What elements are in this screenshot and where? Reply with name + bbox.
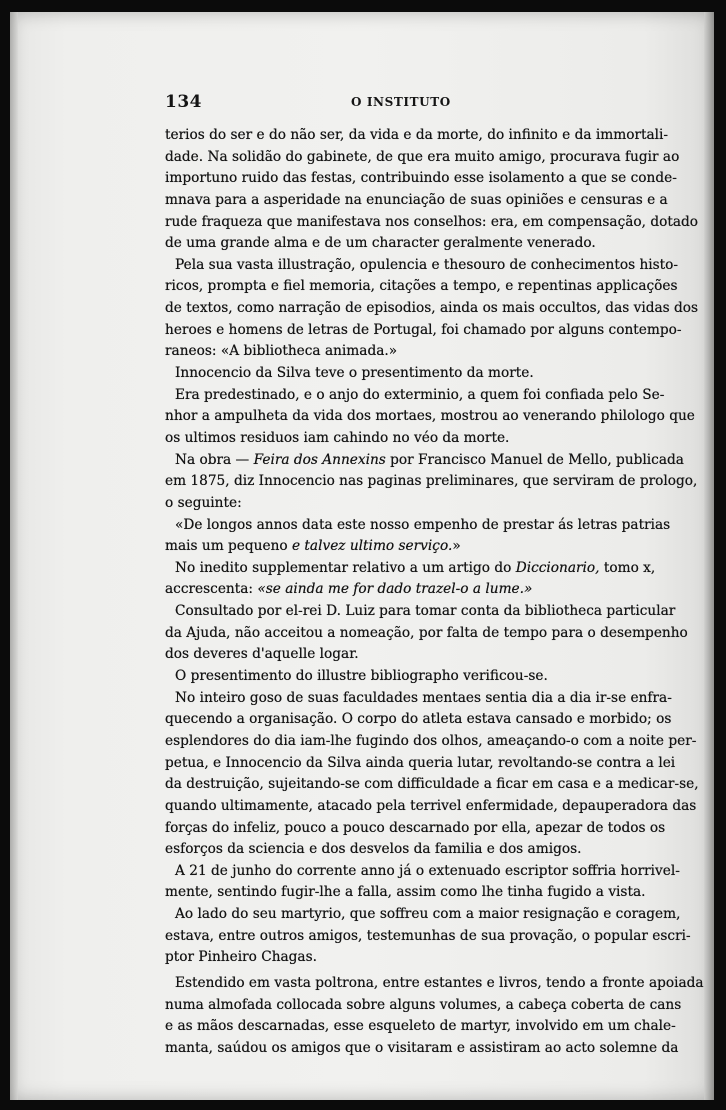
page-header (165, 92, 640, 114)
page-left-edge (10, 12, 18, 1100)
text-line: os ultimos residuos iam cahindo no véo da morte. (165, 429, 510, 446)
italic-segment: «se ainda me for dado trazel-o a lume.» (257, 581, 533, 598)
text-line: numa almofada collocada sobre alguns volumes, a cabeça coberta de cans (165, 996, 682, 1013)
text-line: ptor Pinheiro Chagas. (165, 949, 317, 966)
text-line: dade. Na solidão do gabinete, de que era muito amigo, procurava fugir ao (165, 148, 680, 165)
text-line: da destruição, sujeitando-se com difficuldade a ficar em casa e a medicar-se, (165, 776, 699, 793)
text-line: esforços da sciencia e dos desvelos da familia e dos amigos. (165, 841, 582, 858)
text-line: forças do infeliz, pouco a pouco descarnado por ella, apezar de todos os (165, 819, 666, 836)
text-line: petua, e Innocencio da Silva ainda queria lutar, revoltando-se contra a lei (165, 754, 676, 771)
text-line: Innocencio da Silva teve o presentimento da morte. (175, 365, 534, 382)
text-segment: » (452, 538, 461, 555)
italic-segment: Feira dos Annexins (253, 451, 386, 468)
text-line: em 1875, diz Innocencio nas paginas preliminares, que serviram de prologo, (165, 473, 698, 490)
text-line: Era predestinado, e o anjo do exterminio, a quem foi confiada pelo Se- (175, 386, 665, 403)
text-line: importuno ruido das festas, contribuindo esse isolamento a que se conde- (165, 170, 677, 187)
text-segment: accrescenta: (165, 581, 258, 598)
text-line: manta, saúdou os amigos que o visitaram e assistiram ao acto solemne da (165, 1039, 679, 1056)
page-number: 134 (165, 92, 202, 112)
text-line: heroes e homens de letras de Portugal, foi chamado por alguns contempo- (165, 321, 682, 338)
running-head: O INSTITUTO (351, 95, 451, 109)
text-line: mente, sentindo fugir-lhe a falla, assim como lhe tinha fugido a vista. (165, 884, 646, 901)
text-line: de uma grande alma e de um character geralmente venerado. (165, 235, 596, 252)
text-segment: No inedito supplementar relativo a um artigo do (175, 559, 516, 576)
text-line: Consultado por el-rei D. Luiz para tomar conta da bibliotheca particular (175, 603, 676, 620)
page-right-edge (704, 12, 714, 1100)
text-line: dos deveres d'aquelle logar. (165, 646, 359, 663)
text-line: raneos: «A bibliotheca animada.» (165, 343, 398, 360)
text-line: terios do ser e do não ser, da vida e da morte, do infinito e da immortali- (165, 127, 669, 143)
text-line: O presentimento do illustre bibliographo verificou-se. (175, 668, 548, 685)
text-line: «De longos annos data este nosso empenho de prestar ás letras patrias (175, 516, 671, 533)
text-line (165, 579, 640, 601)
text-line: rude fraqueza que manifestava nos conselhos: era, em compensação, dotado (165, 213, 699, 230)
text-line: quecendo a organisação. O corpo do atleta estava cansado e morbido; os (165, 711, 672, 728)
text-line: mnava para a asperidade na enunciação de suas opiniões e censuras e a (165, 191, 668, 208)
text-line (165, 450, 684, 472)
text-segment: por Francisco Manuel de Mello, publicada (385, 451, 684, 468)
text-line: nhor a ampulheta da vida dos mortaes, mostrou ao venerando philologo que (165, 408, 695, 425)
text-segment: Na obra — (175, 451, 254, 468)
text-line: Estendido em vasta poltrona, entre estantes e livros, tendo a fronte apoiada (175, 974, 704, 991)
text-line: A 21 de junho do corrente anno já o extenuado escriptor soffria horrivel- (175, 862, 680, 879)
text-line: Ao lado do seu martyrio, que soffreu com a maior resignação e coragem, (175, 906, 681, 923)
text-line: de textos, como narração de episodios, ainda os mais occultos, das vidas dos (165, 300, 699, 317)
text-line: ricos, prompta e fiel memoria, citações a tempo, e repentinas applicações (165, 278, 678, 295)
text-segment: mais um pequeno (165, 538, 292, 555)
text-line: Pela sua vasta illustração, opulencia e thesouro de conhecimentos histo- (175, 256, 679, 273)
text-line (165, 558, 656, 580)
text-line: estava, entre outros amigos, testemunhas de sua provação, o popular escri- (165, 927, 691, 944)
text-line: e as mãos descarnadas, esse esqueleto de martyr, involvido em um chale- (165, 1018, 676, 1035)
body-text (165, 125, 704, 1060)
text-segment: tomo x, (599, 559, 656, 576)
text-line: da Ajuda, não acceitou a nomeação, por falta de tempo para o desempenho (165, 624, 688, 641)
italic-segment: e talvez ultimo serviço. (291, 538, 453, 555)
text-line: quando ultimamente, atacado pela terrivel enfermidade, depauperadora das (165, 797, 697, 814)
text-line: o seguinte: (165, 494, 242, 511)
italic-segment: Diccionario, (515, 559, 600, 576)
text-line: No inteiro goso de suas faculdades mentaes sentia dia a dia ir-se enfra- (175, 689, 672, 706)
text-line: esplendores do dia iam-lhe fugindo dos olhos, ameaçando-o com a noite per- (165, 732, 697, 749)
text-line (165, 536, 640, 558)
